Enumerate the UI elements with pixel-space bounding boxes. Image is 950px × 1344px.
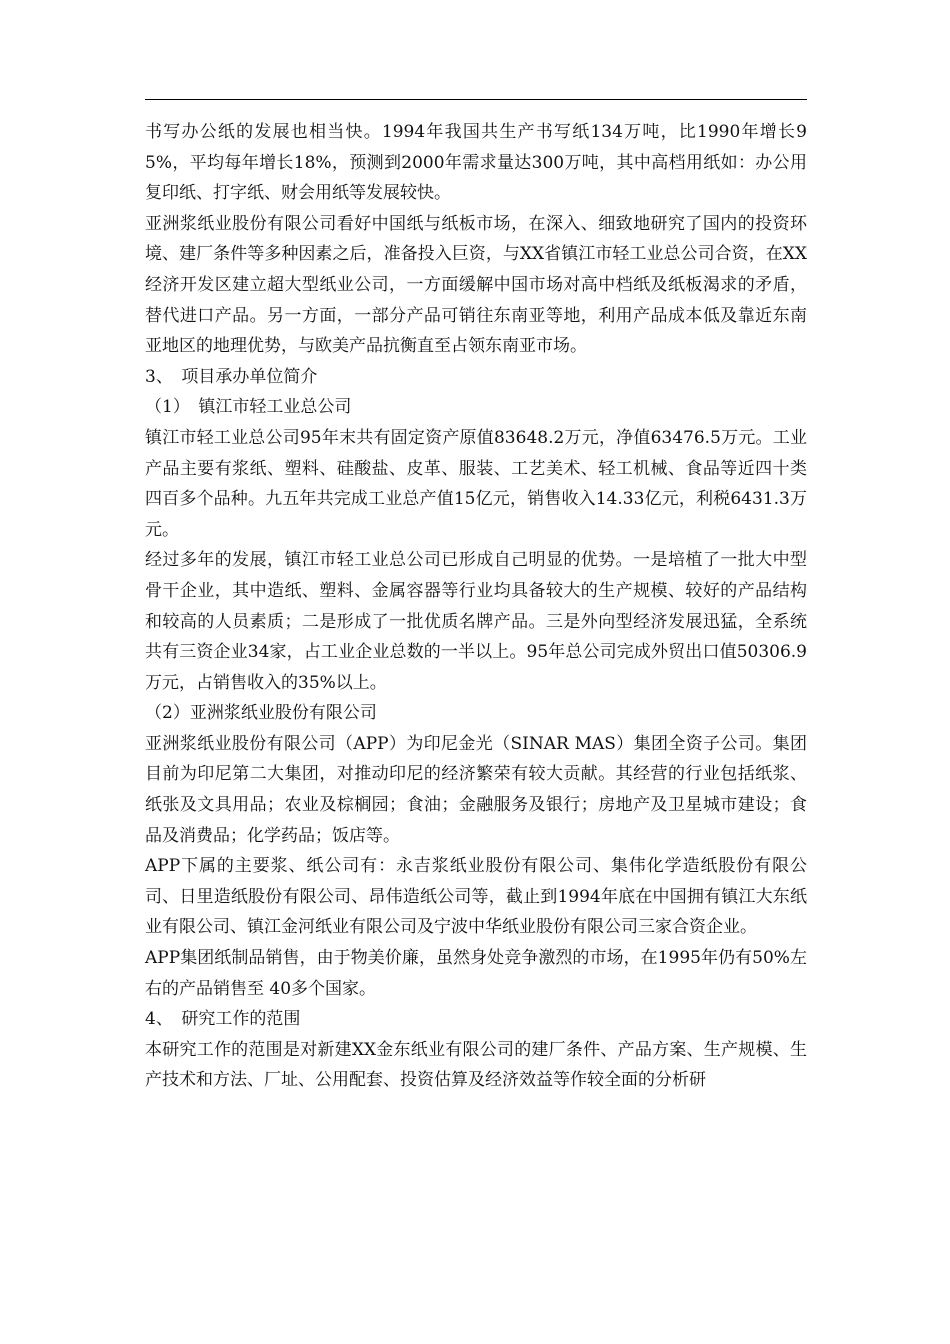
subheading-zhenjiang-light-industry: （1） 镇江市轻工业总公司 — [145, 397, 352, 418]
paragraph-zhenjiang-assets: 镇江市轻工业总公司95年末共有固定资产原值83648.2万元，净值63476.5万元。工业产品主要有浆纸、塑料、硅酸盐、皮革、服装、工艺美术、轻工机械、食品等近四十类四百多个品种。九五年共完成工业总产值15亿元，销售收入14.33亿元，利税6431.3万元。 — [145, 427, 807, 540]
section-heading-4: 4、 研究工作的范围 — [145, 1009, 301, 1030]
paragraph-app-sales: APP集团纸制品销售，由于物美价廉，虽然身处竞争激烈的市场，在1995年仍有50%左右的产品销售至 40多个国家。 — [145, 948, 807, 999]
header-rule — [145, 99, 807, 100]
section-heading-3: 3、 项目承办单位简介 — [145, 366, 318, 387]
paragraph-app-investment: 亚洲浆纸业股份有限公司看好中国纸与纸板市场，在深入、细致地研究了国内的投资环境、建厂条件等多种因素之后，准备投入巨资，与XX省镇江市轻工业总公司合资，在XX经济开发区建立超大型纸业公司，一方面缓解中国市场对高中档纸及纸板渴求的矛盾，替代进口产品。另一方面，一部分产品可销往东南亚等地，利用产品成本低及靠近东南亚地区的地理优势，与欧美产品抗衡直至占领东南亚市场。 — [145, 213, 807, 357]
paragraph-app-subsidiaries: APP下属的主要浆、纸公司有：永吉浆纸业股份有限公司、集伟化学造纸股份有限公司、日里造纸股份有限公司、昂伟造纸公司等，截止到1994年底在中国拥有镇江大东纸业有限公司、镇江金河纸业有限公司及宁波中华纸业股份有限公司三家合资企业。 — [145, 856, 807, 938]
paragraph-app-group: 亚洲浆纸业股份有限公司（APP）为印尼金光（SINAR MAS）集团全资子公司。集团目前为印尼第二大集团，对推动印尼的经济繁荣有较大贡献。其经营的行业包括纸浆、纸张及文具用品；农业及棕榈园；食油；金融服务及银行；房地产及卫星城市建设；食品及消费品；化学药品；饭店等。 — [145, 733, 807, 846]
paragraph-research-scope: 本研究工作的范围是对新建XX金东纸业有限公司的建厂条件、产品方案、生产规模、生产技术和方法、厂址、公用配套、投资估算及经济效益等作较全面的分析研 — [145, 1039, 807, 1091]
paragraph-writing-paper: 书写办公纸的发展也相当快。1994年我国共生产书写纸134万吨，比1990年增长95%，平均每年增长18%，预测到2000年需求量达300万吨，其中高档用纸如：办公用复印纸、打字纸、财会用纸等发展较快。 — [145, 122, 807, 204]
paragraph-zhenjiang-advantages: 经过多年的发展，镇江市轻工业总公司已形成自己明显的优势。一是培植了一批大中型骨干企业，其中造纸、塑料、金属容器等行业均具备较大的生产规模、较好的产品结构和较高的人员素质；二是形成了一批优质名牌产品。三是外向型经济发展迅猛，全系统共有三资企业34家，占工业企业总数的一半以上。95年总公司完成外贸出口值50306.9万元，占销售收入的35%以上。 — [145, 550, 807, 693]
subheading-app: （2）亚洲浆纸业股份有限公司 — [145, 703, 377, 724]
document-body — [145, 117, 807, 1096]
